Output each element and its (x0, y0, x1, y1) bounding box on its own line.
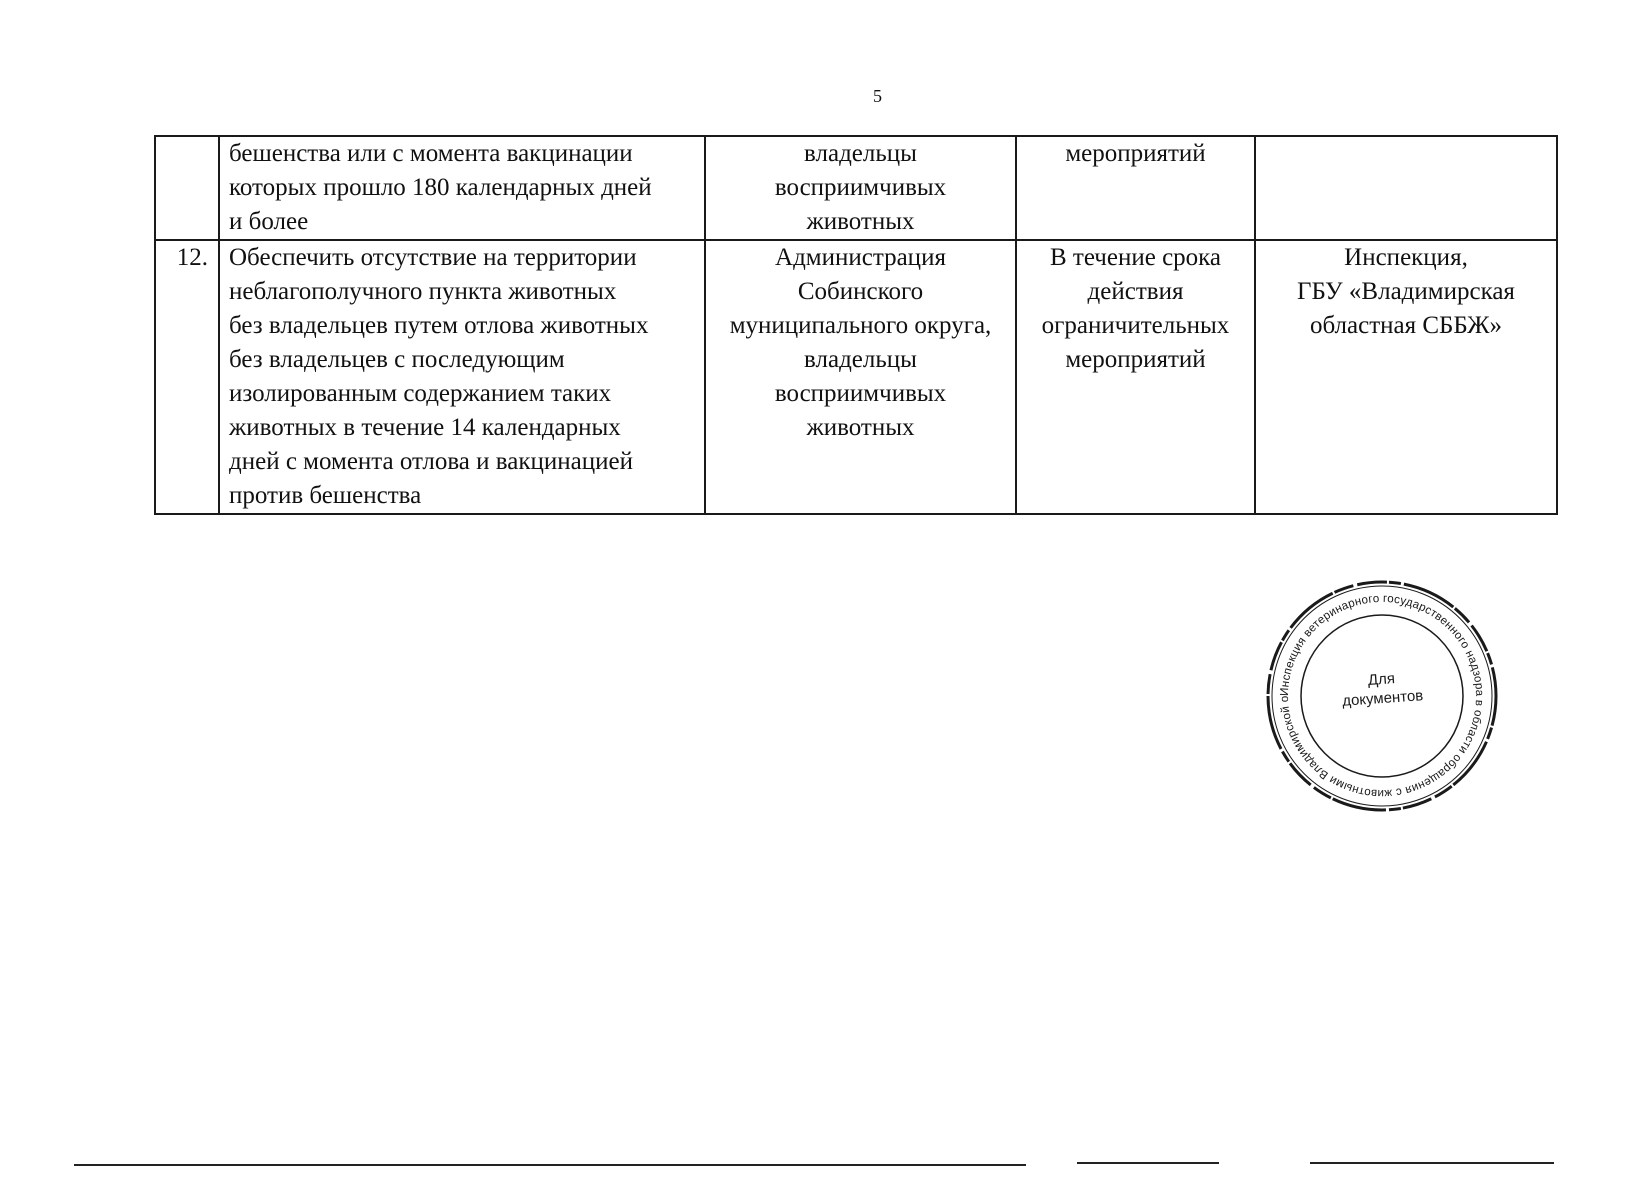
row-number-cell (155, 136, 219, 240)
term-cell: В течение срока действия ограничительных мероприятий (1016, 240, 1255, 514)
official-stamp (1262, 576, 1502, 816)
measure-cell: Обеспечить отсутствие на территории неблагополучного пункта животных без владельцев путем отлова животных без владельцев с последующим изолированным содержанием таких животных в течение 14 календарных дней с момента отлова и вакцинацией против бешенства (219, 240, 705, 514)
stamp-center-line-1: Для (1367, 670, 1396, 689)
control-cell (1255, 136, 1557, 240)
term-cell: мероприятий (1016, 136, 1255, 240)
page-number: 5 (873, 86, 882, 106)
table-row (155, 136, 1557, 240)
row-number-cell: 12. (155, 240, 219, 514)
footer-rule-middle (1077, 1162, 1219, 1164)
measure-cell: бешенства или с момента вакцинации которых прошло 180 календарных дней и более (219, 136, 705, 240)
responsible-cell: владельцы восприимчивых животных (705, 136, 1016, 240)
footer-rule-left (74, 1164, 1026, 1166)
responsible-cell: Администрация Собинского муниципального округа, владельцы восприимчивых животных (705, 240, 1016, 514)
table-row (155, 240, 1557, 514)
measures-table (154, 135, 1558, 515)
stamp-seal-graphic (1262, 576, 1502, 816)
footer-rule-right (1310, 1162, 1554, 1164)
stamp-center-line-2: документов (1341, 687, 1424, 710)
stamp-ring-text: Инспекция ветеринарного государственного надзора в области обращения с животными Владимирской о (1277, 591, 1487, 801)
control-cell: Инспекция, ГБУ «Владимирская областная СББЖ» (1255, 240, 1557, 514)
